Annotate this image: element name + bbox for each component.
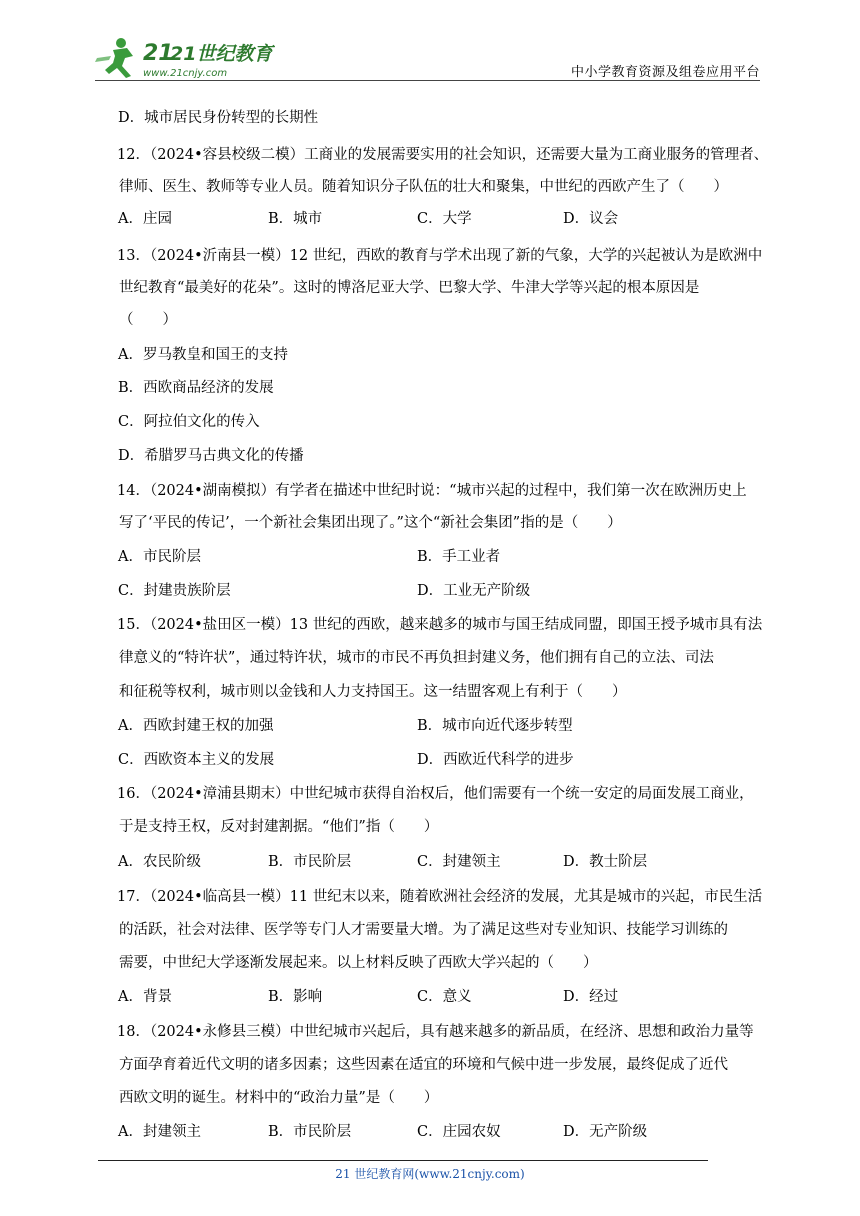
question-15-option-b: B．城市向近代逐步转型 xyxy=(417,718,573,734)
question-18-option-d: D．无产阶级 xyxy=(563,1124,648,1140)
question-17-option-b: B．影响 xyxy=(268,989,323,1005)
question-16-line-1: 16．（2024•漳浦县期末）中世纪城市获得自治权后，他们需要有一个统一安定的局面发展工商业， xyxy=(117,786,754,802)
question-18-line-3: 西欧文明的诞生。材料中的“政治力量”是（ ） xyxy=(119,1090,439,1106)
question-13-option-d: D．希腊罗马古典文化的传播 xyxy=(118,448,304,464)
question-16-line-2: 于是支持王权，反对封建割据。“他们”指（ ） xyxy=(119,819,439,835)
question-14-line-1: 14．（2024•湖南模拟）有学者在描述中世纪时说：“城市兴起的过程中，我们第一次在欧洲历史上 xyxy=(117,483,747,499)
question-14-option-d: D．工业无产阶级 xyxy=(417,583,531,599)
question-13-option-c: C．阿拉伯文化的传入 xyxy=(118,414,260,430)
question-12-option-a: A．庄园 xyxy=(118,211,172,227)
question-18-line-2: 方面孕育着近代文明的诸多因素；这些因素在适宜的环境和气候中进一步发展，最终促成了近代 xyxy=(119,1057,728,1073)
question-12-option-c: C．大学 xyxy=(417,211,472,227)
question-13-option-a: A．罗马教皇和国王的支持 xyxy=(118,347,288,363)
question-18-option-a: A．封建领主 xyxy=(118,1124,201,1140)
header-divider xyxy=(95,80,760,81)
question-15-line-2: 律意义的“特许状”，通过特许状，城市的市民不再负担封建义务，他们拥有自己的立法、司法 xyxy=(119,650,714,666)
question-13-line-1: 13．（2024•沂南县一模）12 世纪，西欧的教育与学术出现了新的气象，大学的兴起被认为是欧洲中 xyxy=(117,248,763,264)
footer-divider xyxy=(98,1160,708,1161)
question-17-option-a: A．背景 xyxy=(118,989,172,1005)
question-14-option-a: A．市民阶层 xyxy=(118,549,201,565)
question-15-option-d: D．西欧近代科学的进步 xyxy=(417,752,574,768)
question-13-line-3: （ ） xyxy=(119,312,177,328)
question-16-option-c: C．封建领主 xyxy=(417,854,501,870)
question-17-line-3: 需要，中世纪大学逐渐发展起来。以上材料反映了西欧大学兴起的（ ） xyxy=(119,955,598,971)
question-15-option-c: C．西欧资本主义的发展 xyxy=(118,752,275,768)
question-17-line-1: 17．（2024•临高县一模）11 世纪末以来，随着欧洲社会经济的发展，尤其是城市的兴起，市民生活 xyxy=(117,889,763,905)
question-17-line-2: 的活跃，社会对法律、医学等专门人才需要量大增。为了满足这些对专业知识、技能学习训练的 xyxy=(119,922,728,938)
question-15-line-1: 15．（2024•盐田区一模）13 世纪的西欧，越来越多的城市与国王结成同盟，即国王授予城市具有法 xyxy=(117,617,763,633)
question-16-option-d: D．教士阶层 xyxy=(563,854,648,870)
question-16-option-b: B．市民阶层 xyxy=(268,854,352,870)
site-logo xyxy=(95,36,275,80)
question-18-line-1: 18．（2024•永修县三模）中世纪城市兴起后，具有越来越多的新品质，在经济、思想和政治力量等 xyxy=(117,1024,754,1040)
runner-icon xyxy=(95,38,133,78)
question-17-option-c: C．意义 xyxy=(417,989,472,1005)
question-17-option-d: D．经过 xyxy=(563,989,619,1005)
question-12-option-d: D．议会 xyxy=(563,211,619,227)
question-18-option-b: B．市民阶层 xyxy=(268,1124,352,1140)
platform-name: 中小学教育资源及组卷应用平台 xyxy=(570,65,760,80)
question-14-line-2: 写了‘平民的传记’，一个新社会集团出现了。”这个“新社会集团”指的是（ ） xyxy=(119,515,622,531)
question-12-option-b: B．城市 xyxy=(268,211,323,227)
question-15-option-a: A．西欧封建王权的加强 xyxy=(118,718,274,734)
logo-sub: www.21cnjy.com xyxy=(143,68,228,79)
question-12-line-2: 律师、医生、教师等专业人员。随着知识分子队伍的壮大和聚集，中世纪的西欧产生了（ ） xyxy=(119,179,728,195)
question-14-option-c: C．封建贵族阶层 xyxy=(118,583,231,599)
question-13-line-2: 世纪教育“最美好的花朵”。这时的博洛尼亚大学、巴黎大学、牛津大学等兴起的根本原因是 xyxy=(119,280,700,296)
svg-text:21: 21 xyxy=(143,41,174,66)
page-header xyxy=(95,28,760,80)
question-12-line-1: 12．（2024•容县校级二模）工商业的发展需要实用的社会知识，还需要大量为工商业服务的管理者、 xyxy=(117,147,769,163)
question-15-line-3: 和征税等权利，城市则以金钱和人力支持国王。这一结盟客观上有利于（ ） xyxy=(119,684,627,700)
prev-question-option-d: D．城市居民身份转型的长期性 xyxy=(118,110,319,126)
logo-main: 21世纪教育 xyxy=(170,43,273,65)
question-14-option-b: B．手工业者 xyxy=(417,549,501,565)
question-16-option-a: A．农民阶级 xyxy=(118,854,201,870)
page-footer[interactable]: 21 世纪教育网(www.21cnjy.com) xyxy=(335,1167,525,1181)
question-18-option-c: C．庄园农奴 xyxy=(417,1124,501,1140)
question-13-option-b: B．西欧商品经济的发展 xyxy=(118,380,274,396)
